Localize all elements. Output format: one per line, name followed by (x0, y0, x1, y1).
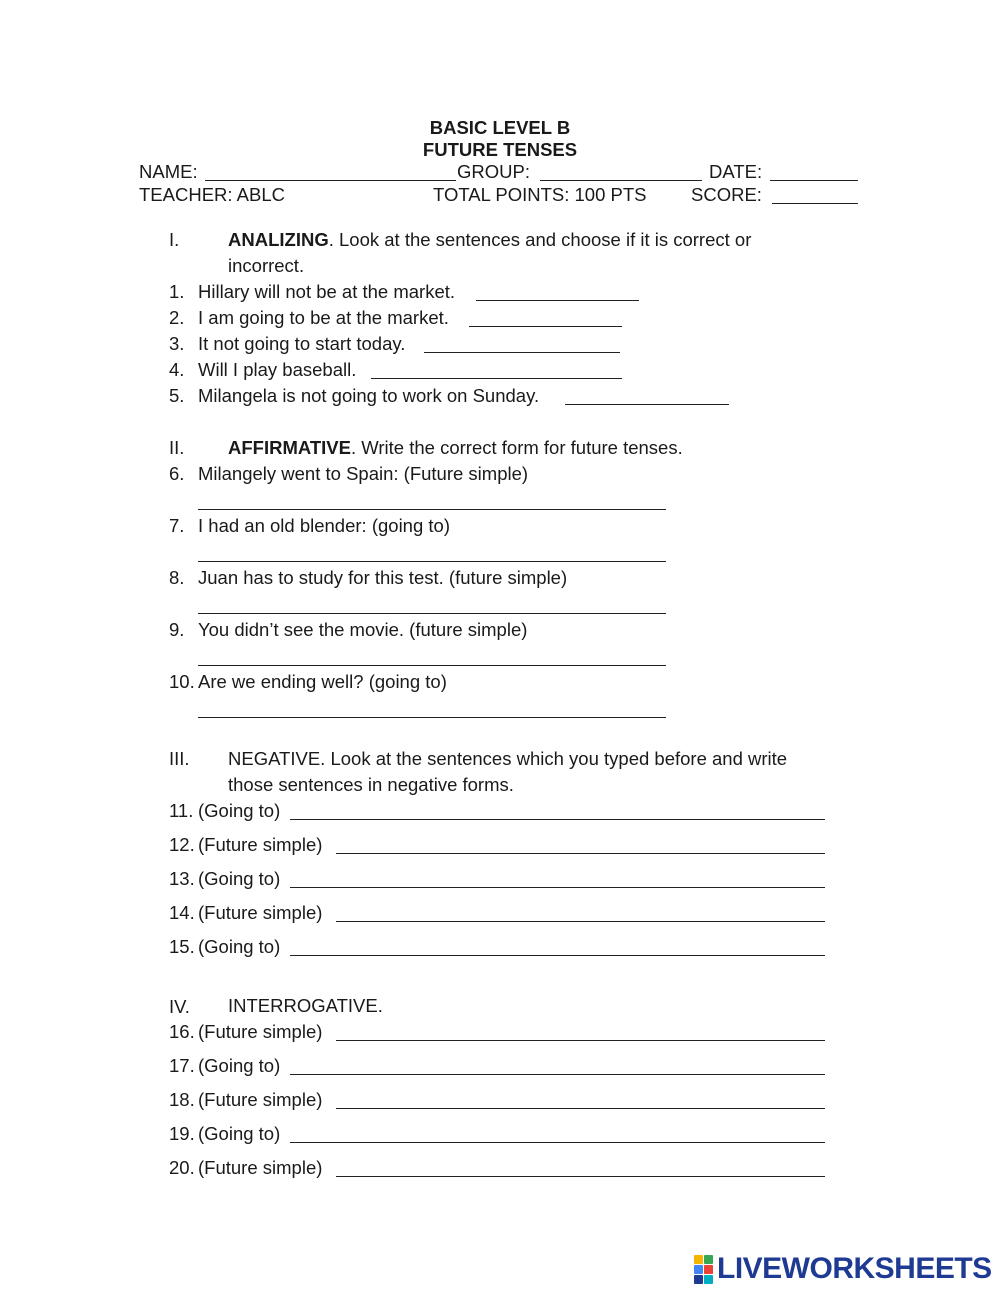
item-number: 7. (169, 515, 185, 536)
date-field[interactable] (770, 180, 858, 181)
answer-blank[interactable] (371, 378, 622, 379)
answer-line[interactable] (198, 717, 666, 718)
item-number: 11. (169, 800, 194, 821)
section-2-instruction (228, 435, 828, 461)
answer-line[interactable] (290, 819, 825, 820)
answer-line[interactable] (336, 1040, 825, 1041)
section-2-instruction-text: . Write the correct form for future tenses. (350, 437, 683, 458)
answer-line[interactable] (290, 1142, 825, 1143)
item-text: (Going to) (198, 868, 281, 889)
section-1-instruction-text: . Look at the sentences and choose if it is correct or incorrect. (228, 229, 752, 276)
item-number: 17. (169, 1055, 195, 1076)
item-number: 5. (169, 385, 185, 406)
item-number: 3. (169, 333, 185, 354)
item-text: I am going to be at the market. (198, 307, 449, 328)
item-text: You didn’t see the movie. (future simple) (198, 619, 528, 640)
answer-line[interactable] (198, 665, 666, 666)
item-text: Juan has to study for this test. (future simple) (198, 567, 568, 588)
answer-blank[interactable] (424, 352, 620, 353)
item-text: Are we ending well? (going to) (198, 671, 447, 692)
item-text: (Future simple) (198, 1089, 323, 1110)
item-number: 9. (169, 619, 185, 640)
item-number: 2. (169, 307, 185, 328)
answer-blank[interactable] (565, 404, 729, 405)
item-text: (Future simple) (198, 1021, 323, 1042)
answer-line[interactable] (336, 921, 825, 922)
total-points-label: TOTAL POINTS: 100 PTS (433, 184, 647, 205)
item-number: 18. (169, 1089, 195, 1110)
item-number: 13. (169, 868, 195, 889)
section-3-numeral: III. (169, 748, 190, 769)
answer-line[interactable] (198, 509, 666, 510)
answer-line[interactable] (198, 613, 666, 614)
answer-line[interactable] (336, 1176, 825, 1177)
answer-line[interactable] (290, 1074, 825, 1075)
section-2-keyword: AFFIRMATIVE (228, 437, 351, 458)
section-4-instruction: INTERROGATIVE. (228, 995, 383, 1016)
brand-name: LIVEWORKSHEETS (717, 1252, 992, 1285)
logo-blocks-icon (694, 1255, 713, 1284)
item-number: 4. (169, 359, 185, 380)
section-1-numeral: I. (169, 229, 180, 250)
worksheet-topic-title: FUTURE TENSES (422, 139, 578, 160)
answer-line[interactable] (336, 853, 825, 854)
answer-blank[interactable] (476, 300, 639, 301)
item-text: It not going to start today. (198, 333, 406, 354)
item-text: I had an old blender: (going to) (198, 515, 450, 536)
item-number: 19. (169, 1123, 195, 1144)
item-number: 12. (169, 834, 195, 855)
item-text: Will I play baseball. (198, 359, 357, 380)
item-text: (Future simple) (198, 834, 323, 855)
date-label: DATE: (709, 161, 763, 182)
answer-line[interactable] (290, 955, 825, 956)
answer-line[interactable] (290, 887, 825, 888)
liveworksheets-logo[interactable] (694, 1254, 992, 1284)
item-number: 16. (169, 1021, 195, 1042)
section-4-numeral: IV. (169, 996, 190, 1017)
item-text: Milangely went to Spain: (Future simple) (198, 463, 529, 484)
item-text: (Future simple) (198, 902, 323, 923)
section-3-instruction: NEGATIVE. Look at the sentences which you typed before and write those sentences in negative forms. (228, 748, 788, 795)
name-field[interactable] (205, 180, 456, 181)
section-2-numeral: II. (169, 437, 185, 458)
score-field[interactable] (772, 203, 858, 204)
item-number: 20. (169, 1157, 195, 1178)
name-label: NAME: (139, 161, 198, 182)
item-number: 6. (169, 463, 185, 484)
section-1-keyword: ANALIZING (228, 229, 329, 250)
item-text: (Going to) (198, 800, 281, 821)
worksheet-level-title: BASIC LEVEL B (429, 117, 571, 138)
item-text: Milangela is not going to work on Sunday. (198, 385, 540, 406)
item-text: (Going to) (198, 1123, 281, 1144)
item-number: 10. (169, 671, 195, 692)
item-number: 15. (169, 936, 195, 957)
answer-blank[interactable] (469, 326, 622, 327)
answer-line[interactable] (336, 1108, 825, 1109)
score-label: SCORE: (691, 184, 762, 205)
item-number: 1. (169, 281, 185, 302)
group-field[interactable] (540, 180, 702, 181)
item-text: (Future simple) (198, 1157, 323, 1178)
answer-line[interactable] (198, 561, 666, 562)
item-text: Hillary will not be at the market. (198, 281, 456, 302)
item-number: 14. (169, 902, 195, 923)
item-number: 8. (169, 567, 185, 588)
group-label: GROUP: (457, 161, 530, 182)
item-text: (Going to) (198, 1055, 281, 1076)
teacher-label: TEACHER: ABLC (139, 184, 285, 205)
item-text: (Going to) (198, 936, 281, 957)
section-1-instruction (228, 227, 828, 279)
